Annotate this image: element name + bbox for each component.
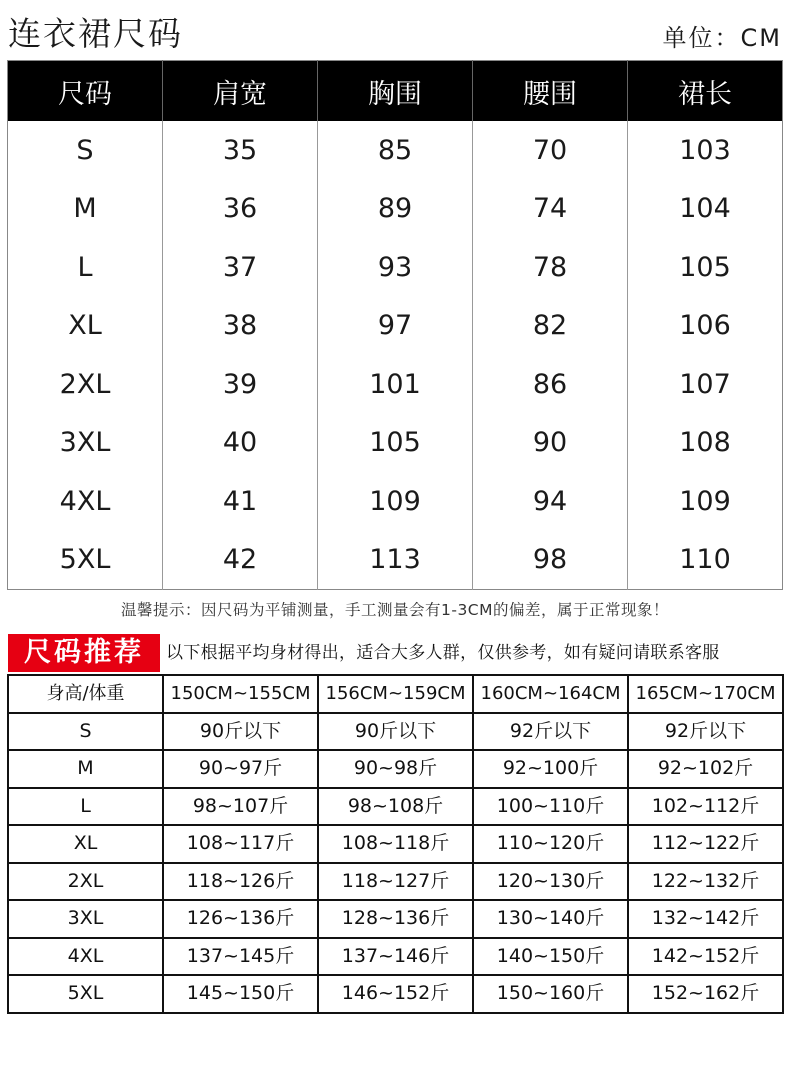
size-chart-header-row xyxy=(8,61,783,122)
value-cell: 120~130斤 xyxy=(473,863,628,901)
value-cell: 146~152斤 xyxy=(318,975,473,1013)
value-cell: 100~110斤 xyxy=(473,788,628,826)
value-cell: 105 xyxy=(628,238,783,297)
value-cell: 110~120斤 xyxy=(473,825,628,863)
size-cell: 2XL xyxy=(59,368,111,400)
value-cell: 97 xyxy=(318,297,473,356)
table-row xyxy=(8,531,783,590)
value-cell: 74 xyxy=(473,180,628,239)
value-cell: 152~162斤 xyxy=(628,975,783,1013)
size-cell: 3XL xyxy=(8,900,163,938)
recommend-description: 以下根据平均身材得出，适合大多人群，仅供参考，如有疑问请联系客服 xyxy=(166,643,720,663)
value-cell: 145~150斤 xyxy=(163,975,318,1013)
recommend-badge: 尺码推荐 xyxy=(8,634,160,672)
table-row xyxy=(8,121,783,180)
value-cell: 132~142斤 xyxy=(628,900,783,938)
value-cell: 78 xyxy=(473,238,628,297)
table-row xyxy=(8,900,783,938)
table-row xyxy=(8,863,783,901)
value-cell: 86 xyxy=(473,355,628,414)
value-cell: 108 xyxy=(628,414,783,473)
value-cell: 137~146斤 xyxy=(318,938,473,976)
value-cell: 101 xyxy=(318,355,473,414)
size-cell: 3XL xyxy=(59,427,111,459)
size-cell: 2XL xyxy=(8,863,163,901)
column-header: 尺码 xyxy=(8,61,163,122)
value-cell: 107 xyxy=(628,355,783,414)
value-cell: 98 xyxy=(473,531,628,590)
column-header: 裙长 xyxy=(628,61,783,122)
value-cell: 35 xyxy=(163,121,318,180)
value-cell: 90~98斤 xyxy=(318,750,473,788)
value-cell: 90斤以下 xyxy=(318,713,473,751)
value-cell: 126~136斤 xyxy=(163,900,318,938)
value-cell: 142~152斤 xyxy=(628,938,783,976)
table-row xyxy=(8,975,783,1013)
value-cell: 150~160斤 xyxy=(473,975,628,1013)
value-cell: 105 xyxy=(318,414,473,473)
table-row xyxy=(8,825,783,863)
value-cell: 41 xyxy=(163,472,318,531)
value-cell: 130~140斤 xyxy=(473,900,628,938)
value-cell: 92斤以下 xyxy=(628,713,783,751)
size-cell: 5XL xyxy=(59,544,111,576)
column-header: 165CM~170CM xyxy=(628,675,783,713)
value-cell: 94 xyxy=(473,472,628,531)
value-cell: 102~112斤 xyxy=(628,788,783,826)
table-row xyxy=(8,713,783,751)
value-cell: 92~102斤 xyxy=(628,750,783,788)
page-title: 连衣裙尺码 xyxy=(8,14,183,53)
column-header: 腰围 xyxy=(473,61,628,122)
value-cell: 118~126斤 xyxy=(163,863,318,901)
value-cell: 38 xyxy=(163,297,318,356)
measurement-note: 温馨提示：因尺码为平铺测量，手工测量会有1-3CM的偏差，属于正常现象！ xyxy=(120,601,669,619)
size-cell: L xyxy=(77,251,93,283)
value-cell: 112~122斤 xyxy=(628,825,783,863)
value-cell: 92~100斤 xyxy=(473,750,628,788)
value-cell: 110 xyxy=(628,531,783,590)
table-row xyxy=(8,414,783,473)
table-row xyxy=(8,180,783,239)
size-cell: 4XL xyxy=(8,938,163,976)
value-cell: 85 xyxy=(318,121,473,180)
value-cell: 137~145斤 xyxy=(163,938,318,976)
size-cell: M xyxy=(73,193,97,225)
table-row xyxy=(8,750,783,788)
size-cell: S xyxy=(8,713,163,751)
size-cell: S xyxy=(76,134,94,166)
value-cell: 93 xyxy=(318,238,473,297)
size-cell: 5XL xyxy=(8,975,163,1013)
value-cell: 113 xyxy=(318,531,473,590)
value-cell: 89 xyxy=(318,180,473,239)
recommend-header-row xyxy=(8,675,783,713)
value-cell: 82 xyxy=(473,297,628,356)
size-cell: 4XL xyxy=(59,485,111,517)
table-row xyxy=(8,788,783,826)
unit-label: 单位：CM xyxy=(662,24,782,52)
value-cell: 103 xyxy=(628,121,783,180)
value-cell: 37 xyxy=(163,238,318,297)
table-row xyxy=(8,297,783,356)
value-cell: 108~117斤 xyxy=(163,825,318,863)
size-cell: XL xyxy=(8,825,163,863)
table-row xyxy=(8,472,783,531)
value-cell: 36 xyxy=(163,180,318,239)
column-header: 胸围 xyxy=(318,61,473,122)
value-cell: 109 xyxy=(628,472,783,531)
size-chart-table xyxy=(7,60,783,590)
value-cell: 90斤以下 xyxy=(163,713,318,751)
table-row xyxy=(8,238,783,297)
value-cell: 140~150斤 xyxy=(473,938,628,976)
value-cell: 128~136斤 xyxy=(318,900,473,938)
value-cell: 109 xyxy=(318,472,473,531)
value-cell: 98~107斤 xyxy=(163,788,318,826)
value-cell: 106 xyxy=(628,297,783,356)
column-header: 160CM~164CM xyxy=(473,675,628,713)
column-header: 150CM~155CM xyxy=(163,675,318,713)
column-header: 156CM~159CM xyxy=(318,675,473,713)
size-cell: XL xyxy=(68,310,102,342)
value-cell: 40 xyxy=(163,414,318,473)
value-cell: 92斤以下 xyxy=(473,713,628,751)
size-cell: M xyxy=(8,750,163,788)
value-cell: 118~127斤 xyxy=(318,863,473,901)
value-cell: 122~132斤 xyxy=(628,863,783,901)
value-cell: 70 xyxy=(473,121,628,180)
size-cell: L xyxy=(8,788,163,826)
value-cell: 98~108斤 xyxy=(318,788,473,826)
value-cell: 42 xyxy=(163,531,318,590)
value-cell: 108~118斤 xyxy=(318,825,473,863)
table-row xyxy=(8,938,783,976)
value-cell: 39 xyxy=(163,355,318,414)
value-cell: 104 xyxy=(628,180,783,239)
column-header: 肩宽 xyxy=(163,61,318,122)
size-recommendation-table xyxy=(7,674,784,1014)
value-cell: 90~97斤 xyxy=(163,750,318,788)
column-header: 身高/体重 xyxy=(8,675,163,713)
value-cell: 90 xyxy=(473,414,628,473)
table-row xyxy=(8,355,783,414)
